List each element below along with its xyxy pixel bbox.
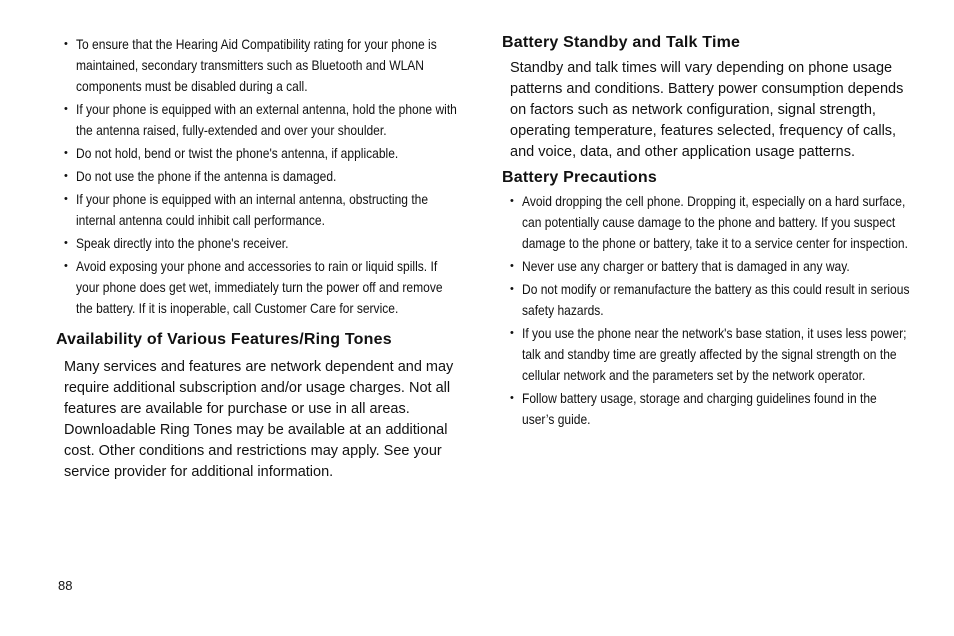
list-item: • Follow battery usage, storage and charging guidelines found in the user’s guide. — [510, 390, 877, 427]
bullet-icon: • — [510, 283, 514, 295]
list-item: • Do not use the phone if the antenna is damaged. — [56, 166, 461, 187]
right-column — [502, 34, 912, 432]
list-item: • Speak directly into the phone's receiver. — [56, 233, 461, 254]
bullet-icon: • — [510, 327, 514, 339]
bullet-icon: • — [64, 193, 68, 205]
bullet-icon: • — [64, 237, 68, 249]
battery-standby-paragraph: Standby and talk times will vary depending on phone usage patterns and conditions. Battery power consumption depends on factors such as network configuration, signal strength, operating temperature, features selected, frequency of calls, and voice, data, and other application usage patterns. — [510, 60, 904, 160]
page-number: 88 — [58, 578, 73, 593]
section-heading-battery-standby: Battery Standby and Talk Time — [502, 34, 741, 51]
section-heading-battery-precautions: Battery Precautions — [502, 169, 657, 186]
list-item: • If your phone is equipped with an internal antenna, obstructing the internal antenna could inhibit call performance. — [64, 191, 429, 228]
list-item: • Avoid dropping the cell phone. Dropping it, especially on a hard surface, can potentially cause damage to the phone and battery. If you suspect damage to the phone or battery, take it to a service center for inspection. — [510, 193, 908, 251]
list-item: • Do not modify or remanufacture the battery as this could result in serious safety hazards. — [510, 281, 910, 318]
bullet-icon: • — [510, 260, 514, 272]
bullet-icon: • — [64, 103, 68, 115]
list-item: • If you use the phone near the network's base station, it uses less power; talk and standby time are greatly affected by the signal strength on the cellular network and the parameters set by the network operator. — [510, 325, 907, 383]
bullet-icon: • — [64, 147, 68, 159]
bullet-icon: • — [64, 38, 68, 50]
list-item: • If your phone is equipped with an external antenna, hold the phone with the antenna raised, fully-extended and over your shoulder. — [64, 101, 457, 138]
bullet-icon: • — [64, 260, 68, 272]
list-item: • Avoid exposing your phone and accessories to rain or liquid spills. If your phone does get wet, immediately turn the power off and remove the battery. If it is inoperable, call Customer Care for service. — [64, 258, 443, 316]
right-bullet-list — [502, 191, 912, 430]
bullet-icon: • — [64, 170, 68, 182]
list-item: • Never use any charger or battery that is damaged in any way. — [502, 256, 912, 277]
left-bullet-list — [56, 34, 461, 319]
bullet-icon: • — [510, 392, 514, 404]
left-column — [56, 34, 461, 483]
section-heading-availability: Availability of Various Features/Ring Tones — [56, 331, 392, 348]
list-item: • To ensure that the Hearing Aid Compatibility rating for your phone is maintained, secondary transmitters such as Bluetooth and WLAN components must be disabled during a call. — [64, 36, 437, 94]
list-item: • Do not hold, bend or twist the phone's antenna, if applicable. — [56, 143, 461, 164]
bullet-icon: • — [510, 195, 514, 207]
availability-paragraph: Many services and features are network dependent and may require additional subscription and/or usage charges. Not all features are available for purchase or use in all areas. Downloadable Ring Tones may be available at an additional cost. Other conditions and restrictions may apply. See your service provider for additional information. — [64, 359, 454, 480]
